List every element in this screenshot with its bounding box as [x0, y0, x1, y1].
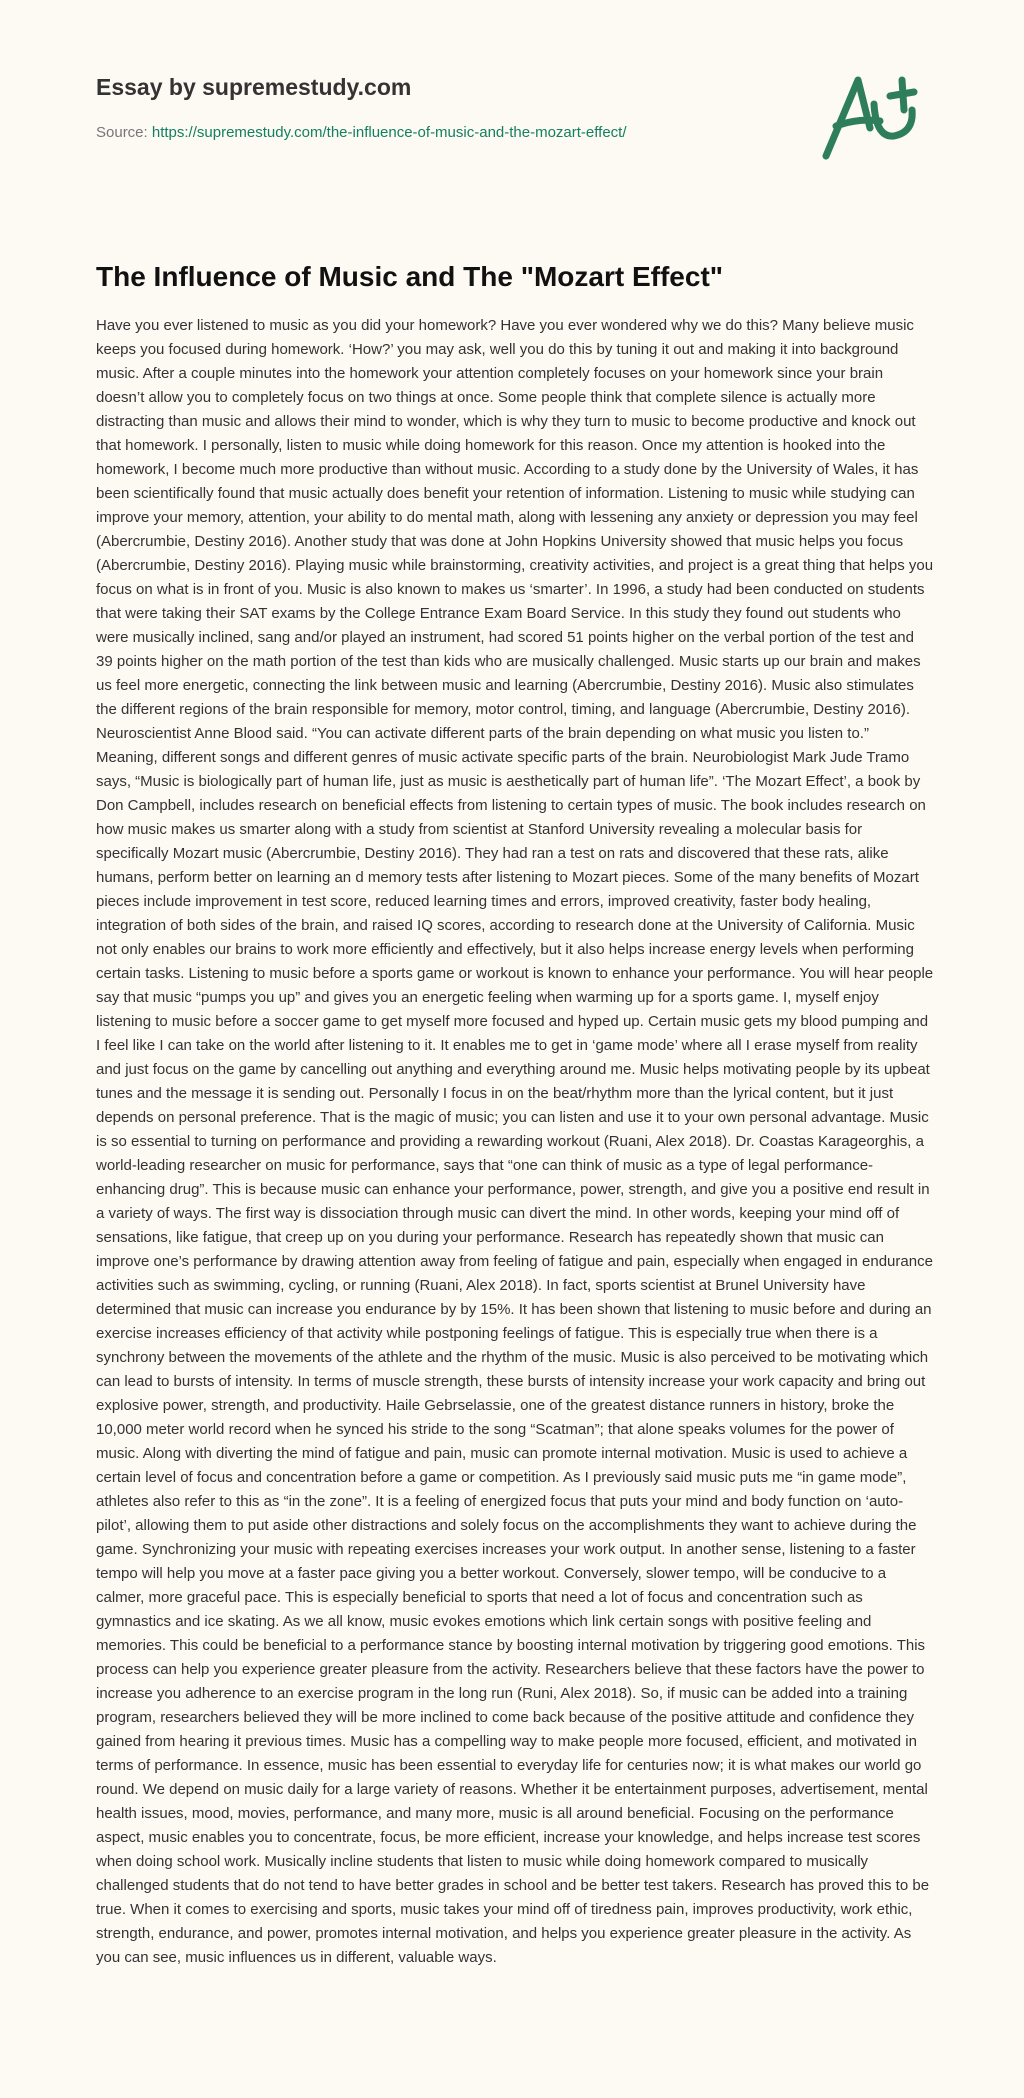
source-label: Source:	[96, 124, 152, 141]
a-plus-grade-icon	[818, 66, 932, 166]
page-header	[0, 0, 1024, 210]
essay-body: Have you ever listened to music as you did your homework? Have you ever wondered why we do this? Many believe music keeps you focused during homework. ‘How?’ you may ask, well you do this by tuning it out and making it into background music. After a couple minutes into the homework your attention completely focuses on your homework since your brain doesn’t allow you to completely focus on two things at once. Some people think that complete silence is actually more distracting than music and allows their mind to wonder, which is why they turn to music to become productive and knock out that homework. I personally, listen to music while doing homework for this reason. Once my attention is hooked into the homework, I become much more productive than without music. According to a study done by the University of Wales, it has been scientifically found that music actually does benefit your retention of information. Listening to music while studying can improve your memory, attention, your ability to do mental math, along with lessening any anxiety or depression you may feel (Abercrumbie, Destiny 2016). Another study that was done at John Hopkins University showed that music helps you focus (Abercrumbie, Destiny 2016). Playing music while brainstorming, creativity activities, and project is a great thing that helps you focus on what is in front of you. Music is also known to makes us ‘smarter’. In 1996, a study had been conducted on students that were taking their SAT exams by the College Entrance Exam Board Service. In this study they found out students who were musically inclined, sang and/or played an instrument, had scored 51 points higher on the verbal portion of the test and 39 points higher on the math portion of the test than kids who are musically challenged. Music starts up our brain and makes us feel more energetic, connecting the link between music and learning (Abercrumbie, Destiny 2016). Music also stimulates the different regions of the brain responsible for memory, motor control, timing, and language (Abercrumbie, Destiny 2016). Neuroscientist Anne Blood said. “You can activate different parts of the brain depending on what music you listen to.” Meaning, different songs and different genres of music activate specific parts of the brain. Neurobiologist Mark Jude Tramo says, “Music is biologically part of human life, just as music is aesthetically part of human life”. ‘The Mozart Effect’, a book by Don Campbell, includes research on beneficial effects from listening to certain types of music. The book includes research on how music makes us smarter along with a study from scientist at Stanford University revealing a molecular basis for specifically Mozart music (Abercrumbie, Destiny 2016). They had ran a test on rats and discovered that these rats, alike humans, perform better on learning an d memory tests after listening to Mozart pieces. Some of the many benefits of Mozart pieces include improvement in test score, reduced learning times and errors, improved creativity, faster body healing, integration of both sides of the brain, and raised IQ scores, according to research done at the University of California. Music not only enables our brains to work more efficiently and effectively, but it also helps increase energy levels when performing certain tasks. Listening to music before a sports game or workout is known to enhance your performance. You will hear people say that music “pumps you up” and gives you an energetic feeling when warming up for a sports game. I, myself enjoy listening to music before a soccer game to get myself more focused and hyped up. Certain music gets my blood pumping and I feel like I can take on the world after listening to it. It enables me to get in ‘game mode’ where all I erase myself from reality and just focus on the game by cancelling out anything and everything around me. Music helps motivating people by its upbeat tunes and the message it is sending out. Personally I focus in on the beat/rhythm more than the lyrical content, but it just depends on personal preference. That is the magic of music; you can listen and use it to your own personal advantage. Music is so essential to turning on performance and providing a rewarding workout (Ruani, Alex 2018). Dr. Coastas Karageorghis, a world-leading researcher on music for performance, says that “one can think of music as a type of legal performance-enhancing drug”. This is because music can enhance your performance, power, strength, and give you a positive end result in a variety of ways. The first way is dissociation through music can divert the mind. In other words, keeping your mind off of sensations, like fatigue, that creep up on you during your performance. Research has repeatedly shown that music can improve one’s performance by drawing attention away from feeling of fatigue and pain, especially when engaged in endurance activities such as swimming, cycling, or running (Ruani, Alex 2018). In fact, sports scientist at Brunel University have determined that music can increase you endurance by by 15%. It has been shown that listening to music before and during an exercise increases efficiency of that activity while postponing feelings of fatigue. This is especially true when there is a synchrony between the movements of the athlete and the rhythm of the music. Music is also perceived to be motivating which can lead to bursts of intensity. In terms of muscle strength, these bursts of intensity increase your work capacity and bring out explosive power, strength, and productivity. Haile Gebrselassie, one of the greatest distance runners in history, broke the 10,000 meter world record when he synced his stride to the song “Scatman”; that alone speaks volumes for the power of music. Along with diverting the mind of fatigue and pain, music can promote internal motivation. Music is used to achieve a certain level of focus and concentration before a game or competition. As I previously said music puts me “in game mode”, athletes also refer to this as “in the zone”. It is a feeling of energized focus that puts your mind and body function on ‘auto-pilot’, allowing them to put aside other distractions and solely focus on the accomplishments they want to achieve during the game. Synchronizing your music with repeating exercises increases your work output. In another sense, listening to a faster tempo will help you move at a faster pace giving you a better workout. Conversely, slower tempo, will be conducive to a calmer, more graceful pace. This is especially beneficial to sports that need a lot of focus and concentration such as gymnastics and ice skating. As we all know, music evokes emotions which link certain songs with positive feeling and memories. This could be beneficial to a performance stance by boosting internal motivation by triggering good emotions. This process can help you experience greater pleasure from the activity. Researchers believe that these factors have the power to increase you adherence to an exercise program in the long run (Runi, Alex 2018). So, if music can be added into a training program, researchers believed they will be more inclined to come back because of the positive attitude and confidence they gained from hearing it previous times. Music has a compelling way to make people more focused, efficient, and motivated in terms of performance. In essence, music has been essential to everyday life for centuries now; it is what makes our world go round. We depend on music daily for a large variety of reasons. Whether it be entertainment purposes, advertisement, mental health issues, mood, movies, performance, and many more, music is all around beneficial. Focusing on the performance aspect, music enables you to concentrate, focus, be more efficient, increase your knowledge, and helps increase test scores when doing school work. Musically incline students that listen to music while doing homework compared to musically challenged students that do not tend to have better grades in school and be better test takers. Research has proved this to be true. When it comes to exercising and sports, music takes your mind off of tiredness pain, improves productivity, work ethic, strength, endurance, and power, promotes internal motivation, and helps you experience greater pleasure in the activity. As you can see, music influences us in different, valuable ways.	[96, 317, 934, 1966]
source-line	[96, 124, 627, 141]
source-link[interactable]: https://supremestudy.com/the-influence-of-music-and-the-mozart-effect/	[151, 124, 627, 141]
essay-title: The Influence of Music and The "Mozart Effect"	[96, 261, 724, 292]
site-title: Essay by supremestudy.com	[96, 74, 412, 100]
